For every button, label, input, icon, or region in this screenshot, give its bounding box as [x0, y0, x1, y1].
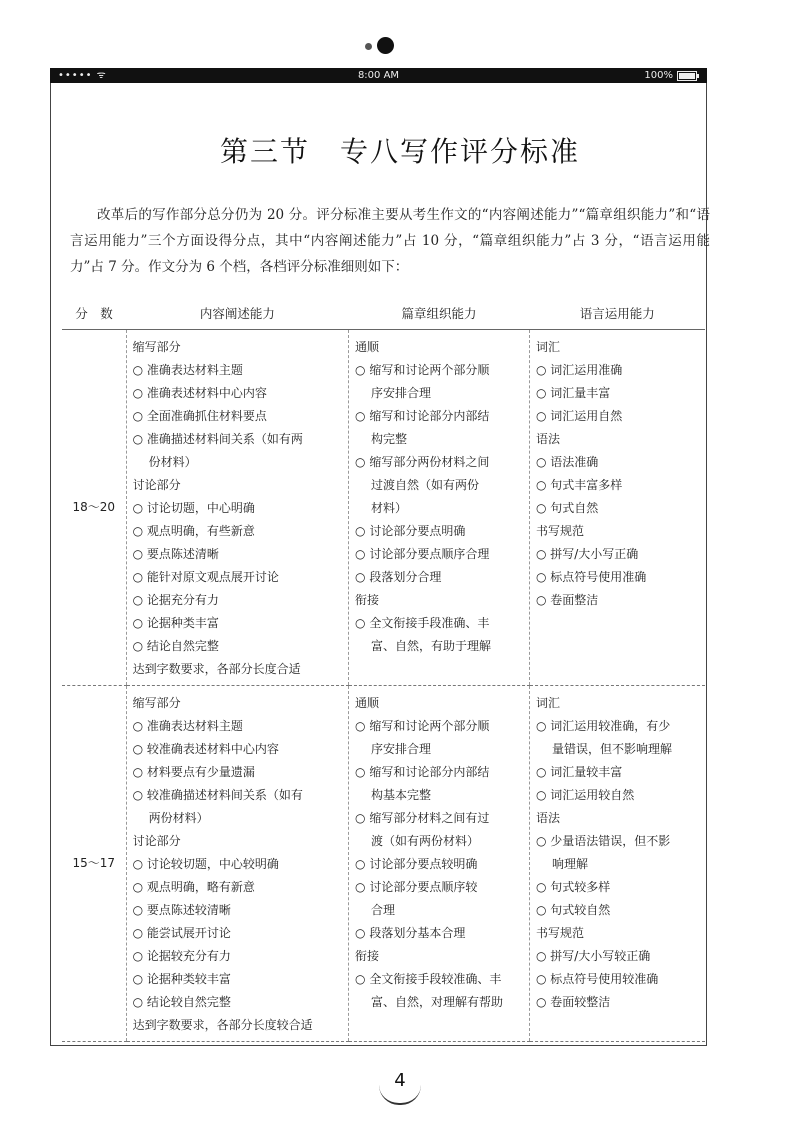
criteria-item: ○ 观点明确，有些新意	[133, 520, 344, 543]
criteria-item: 富、自然，有助于理解	[371, 639, 492, 653]
criteria-item: ○ 观点明确，略有新意	[133, 876, 344, 899]
criteria-item: 渡（如有两份材料）	[371, 834, 480, 848]
criteria-item: ○ 论据充分有力	[133, 589, 344, 612]
criteria-item: ○ 缩写和讨论两个部分顺	[355, 715, 525, 738]
band-score: 18～20	[62, 330, 126, 686]
criteria-item: 两份材料）	[148, 811, 209, 825]
criteria-heading: 通顺	[355, 340, 380, 354]
criteria-heading: 语法	[535, 432, 560, 446]
status-time: 8:00 AM	[357, 70, 400, 81]
table-row	[62, 330, 705, 686]
header-organization: 篇章组织能力	[349, 297, 530, 330]
intro-paragraph: 改革后的写作部分总分仍为 20 分。评分标准主要从考生作文的“内容阐述能力”“篇章组织能力”和“语言运用能力”三个方面设得分点，其中“内容阐述能力”占 10 分，“篇章组织能力”占 3 分，“语言运用能力”占 7 分。作文分为 6 个档，各档评分标准细则如下：	[70, 207, 710, 275]
criteria-heading: 缩写部分	[132, 340, 181, 354]
criteria-heading: 讨论部分	[132, 478, 181, 492]
band-language	[529, 330, 705, 686]
criteria-item: 序安排合理	[371, 386, 432, 400]
criteria-item: ○ 讨论部分要点顺序合理	[355, 543, 525, 566]
criteria-heading: 词汇	[535, 696, 560, 710]
page-number-text: 4	[394, 1070, 406, 1091]
criteria-item: 序安排合理	[371, 742, 432, 756]
criteria-item: ○ 少量语法错误，但不影	[536, 830, 701, 853]
criteria-heading: 衔接	[355, 593, 380, 607]
band-organization	[349, 686, 530, 1042]
criteria-heading: 书写规范	[535, 926, 584, 940]
status-bar	[50, 68, 707, 83]
criteria-item: ○ 讨论切题，中心明确	[133, 497, 344, 520]
criteria-item: ○ 准确表达材料主题	[133, 715, 344, 738]
criteria-item: ○ 卷面整洁	[536, 589, 701, 612]
table-row	[62, 686, 705, 1042]
criteria-item: ○ 要点陈述较清晰	[133, 899, 344, 922]
header-language: 语言运用能力	[529, 297, 705, 330]
criteria-item: ○ 论据种类较丰富	[133, 968, 344, 991]
criteria-item: ○ 词汇运用自然	[536, 405, 701, 428]
criteria-item: 构完整	[371, 432, 408, 446]
criteria-heading: 缩写部分	[132, 696, 181, 710]
criteria-item: ○ 讨论部分要点明确	[355, 520, 525, 543]
criteria-item: ○ 句式较自然	[536, 899, 701, 922]
criteria-item: ○ 句式丰富多样	[536, 474, 701, 497]
band-organization	[349, 330, 530, 686]
criteria-item: ○ 标点符号使用较准确	[536, 968, 701, 991]
criteria-item: ○ 缩写部分材料之间有过	[355, 807, 525, 830]
criteria-heading: 语法	[535, 811, 560, 825]
criteria-heading: 词汇	[535, 340, 560, 354]
criteria-item: ○ 词汇运用较准确，有少	[536, 715, 701, 738]
criteria-item: ○ 能针对原文观点展开讨论	[133, 566, 344, 589]
criteria-item: ○ 拼写/大小写正确	[536, 543, 701, 566]
criteria-item: ○ 结论自然完整	[133, 635, 344, 658]
signal-wifi-icon: ••••• ᯤ	[58, 70, 107, 81]
criteria-item: ○ 讨论部分要点较明确	[355, 853, 525, 876]
criteria-item: ○ 准确表述材料中心内容	[133, 382, 344, 405]
criteria-heading: 衔接	[355, 949, 380, 963]
criteria-item: ○ 句式较多样	[536, 876, 701, 899]
band-language	[529, 686, 705, 1042]
criteria-item: ○ 拼写/大小写较正确	[536, 945, 701, 968]
criteria-item: ○ 讨论部分要点顺序较	[355, 876, 525, 899]
sensor-dot	[365, 43, 372, 50]
page-title	[0, 130, 800, 170]
criteria-item: ○ 准确表达材料主题	[133, 359, 344, 382]
criteria-item: ○ 全面准确抓住材料要点	[133, 405, 344, 428]
criteria-heading: 讨论部分	[132, 834, 181, 848]
criteria-item: ○ 论据较充分有力	[133, 945, 344, 968]
criteria-item: ○ 较准确描述材料间关系（如有	[133, 784, 344, 807]
criteria-item: ○ 缩写和讨论两个部分顺	[355, 359, 525, 382]
camera-lens	[377, 37, 394, 54]
criteria-item: ○ 段落划分基本合理	[355, 922, 525, 945]
section-heading: 专八写作评分标准	[340, 135, 581, 168]
criteria-item: ○ 词汇量丰富	[536, 382, 701, 405]
criteria-item: ○ 词汇运用较自然	[536, 784, 701, 807]
criteria-item: ○ 词汇量较丰富	[536, 761, 701, 784]
criteria-item: ○ 缩写和讨论部分内部结	[355, 761, 525, 784]
criteria-heading: 通顺	[355, 696, 380, 710]
criteria-item: ○ 全文衔接手段准确、丰	[355, 612, 525, 635]
criteria-item: ○ 较准确表述材料中心内容	[133, 738, 344, 761]
criteria-item: ○ 论据种类丰富	[133, 612, 344, 635]
table-header-row	[62, 297, 705, 330]
battery-indicator	[644, 68, 697, 83]
criteria-item: 响理解	[551, 857, 588, 871]
criteria-item: ○ 全文衔接手段较准确、丰	[355, 968, 525, 991]
criteria-heading: 达到字数要求，各部分长度合适	[132, 662, 301, 676]
rubric-table	[62, 297, 705, 1042]
criteria-item: 构基本完整	[371, 788, 432, 802]
criteria-item: ○ 缩写和讨论部分内部结	[355, 405, 525, 428]
criteria-item: ○ 结论较自然完整	[133, 991, 344, 1014]
criteria-item: ○ 缩写部分两份材料之间	[355, 451, 525, 474]
criteria-item: ○ 卷面较整洁	[536, 991, 701, 1014]
battery-percent: 100%	[644, 70, 673, 81]
criteria-item: ○ 句式自然	[536, 497, 701, 520]
header-content: 内容阐述能力	[126, 297, 348, 330]
criteria-item: 过渡自然（如有两份	[371, 478, 480, 492]
criteria-item: ○ 要点陈述清晰	[133, 543, 344, 566]
camera-bar	[0, 36, 800, 56]
page-number	[0, 1070, 800, 1105]
criteria-item: ○ 讨论较切题，中心较明确	[133, 853, 344, 876]
band-content	[126, 330, 348, 686]
section-label: 第三节	[219, 135, 310, 168]
criteria-item: ○ 语法准确	[536, 451, 701, 474]
criteria-item: ○ 标点符号使用准确	[536, 566, 701, 589]
criteria-item: 材料）	[371, 501, 408, 515]
criteria-item: ○ 材料要点有少量遗漏	[133, 761, 344, 784]
criteria-item: ○ 能尝试展开讨论	[133, 922, 344, 945]
criteria-item: ○ 词汇运用准确	[536, 359, 701, 382]
criteria-heading: 书写规范	[535, 524, 584, 538]
criteria-item: 合理	[371, 903, 396, 917]
criteria-heading: 达到字数要求，各部分长度较合适	[132, 1018, 313, 1032]
criteria-item: ○ 段落划分合理	[355, 566, 525, 589]
criteria-item: 富、自然，对理解有帮助	[371, 995, 504, 1009]
battery-icon	[677, 71, 697, 81]
criteria-item: ○ 准确描述材料间关系（如有两	[133, 428, 344, 451]
criteria-item: 量错误，但不影响理解	[551, 742, 672, 756]
band-content	[126, 686, 348, 1042]
band-score: 15～17	[62, 686, 126, 1042]
criteria-item: 份材料）	[148, 455, 197, 469]
header-score: 分 数	[62, 297, 126, 330]
